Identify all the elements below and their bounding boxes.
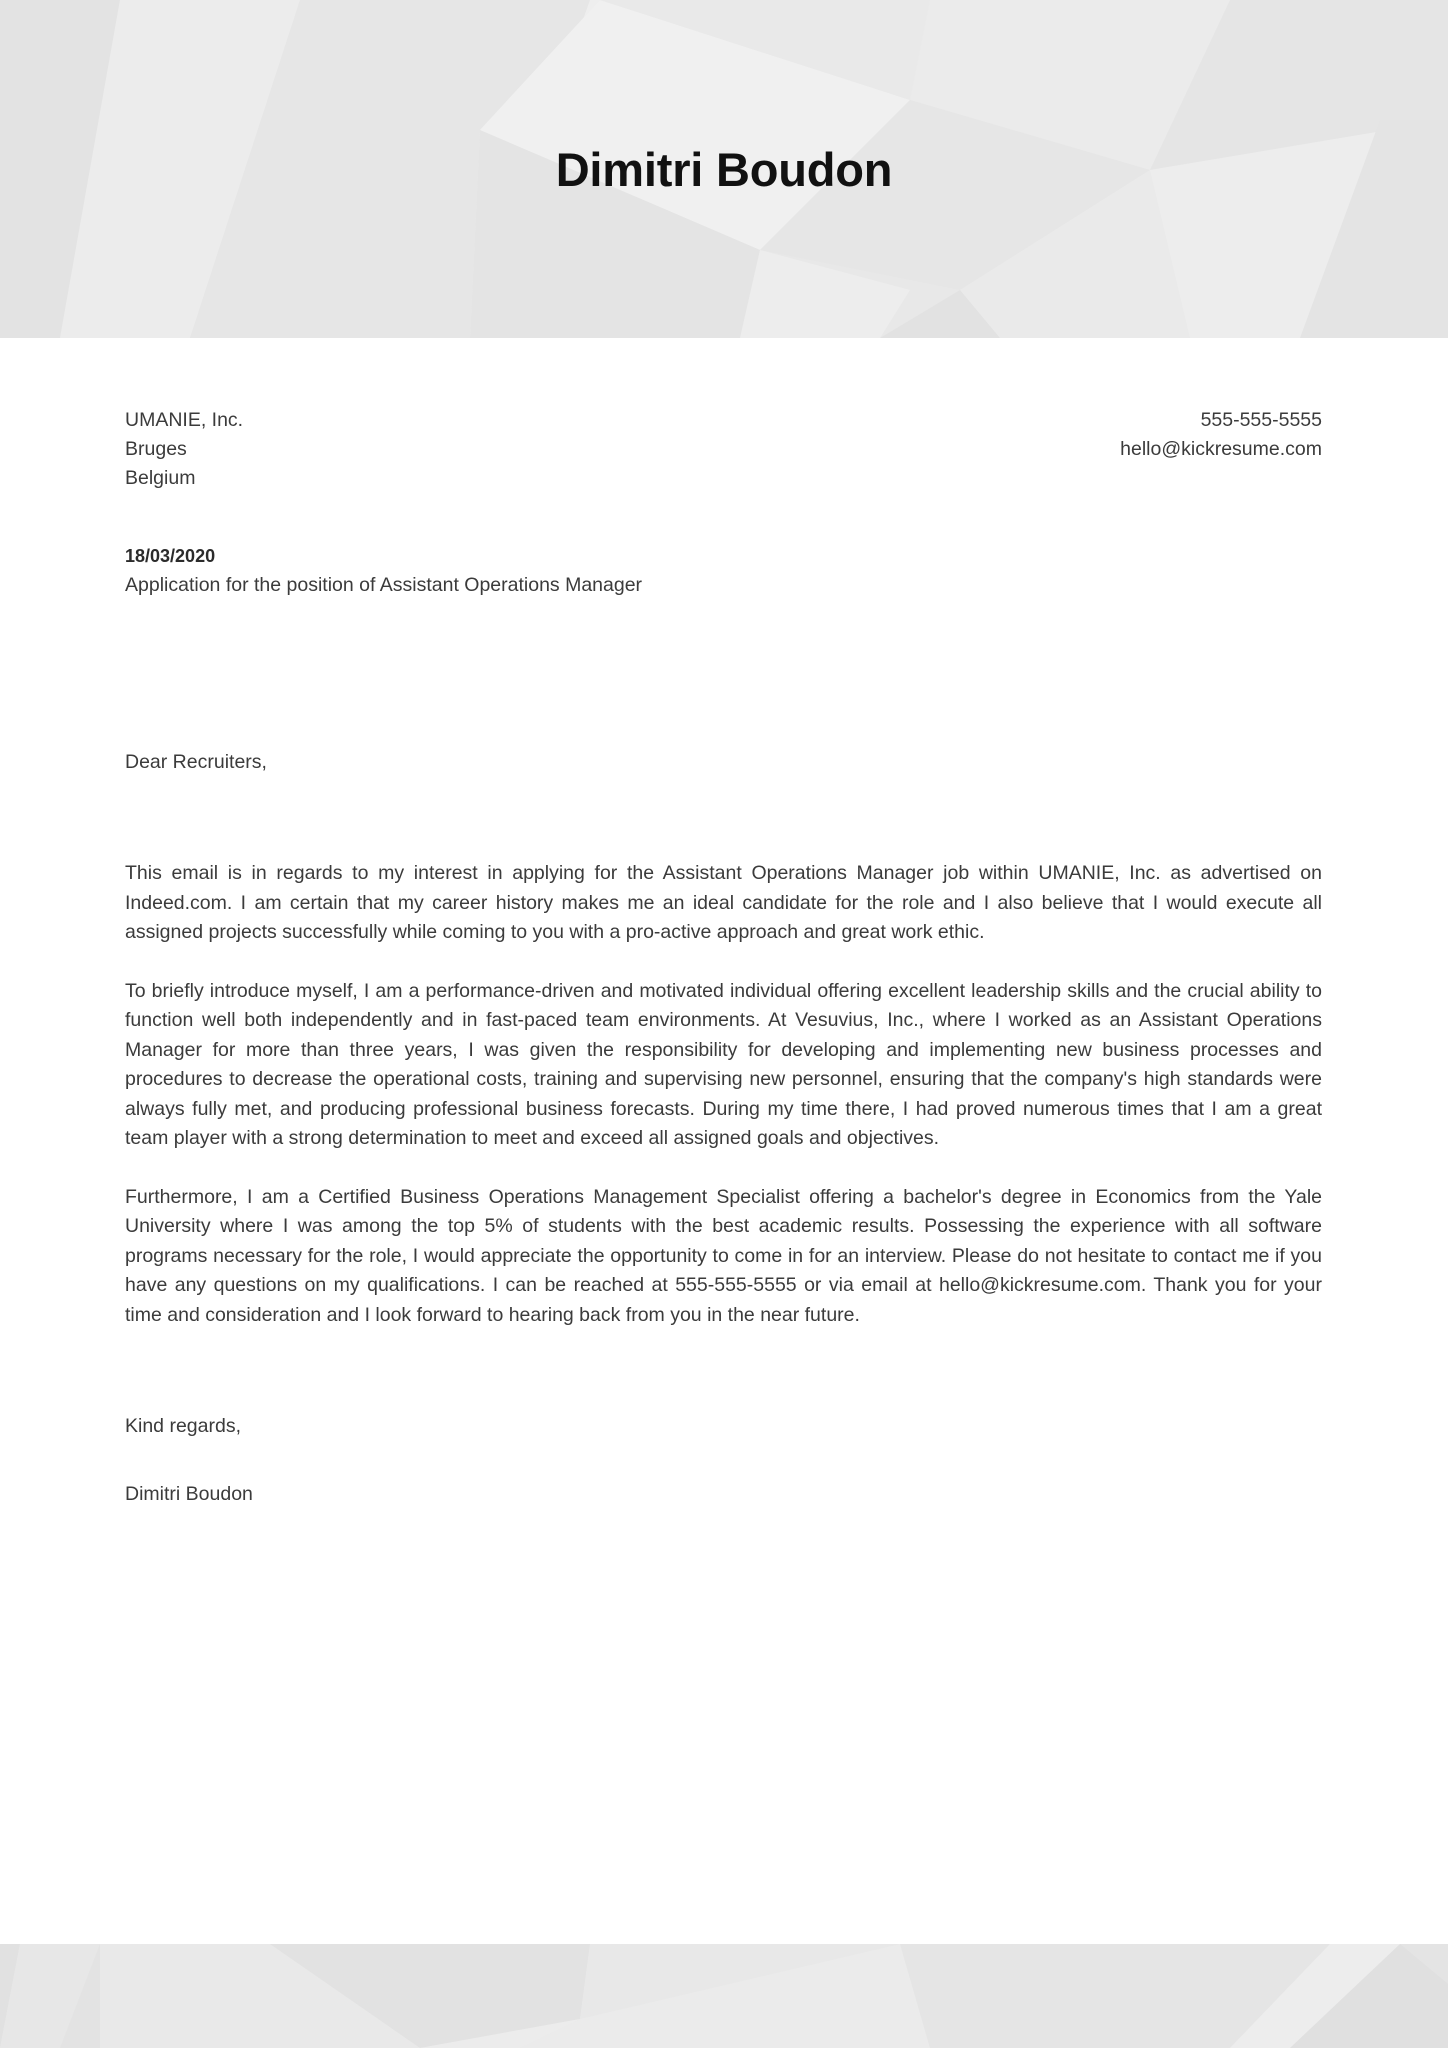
- recipient-address: [125, 406, 243, 493]
- body-paragraph-2: To briefly introduce myself, I am a performance-driven and motivated individual offering excellent leadership skills and the crucial ability to function well both independently and in fast-paced team environments. At Vesuvius, Inc., where I worked as an Assistant Operations Manager for more than three years, I was given the responsibility for developing and implementing new business processes and procedures to decrease the operational costs, training and supervising new personnel, ensuring that the company's high standards were always fully met, and producing professional business forecasts. During my time there, I had proved numerous times that I am a great team player with a strong determination to meet and exceed all assigned goals and objectives.: [125, 979, 1322, 1149]
- letter-meta: [125, 493, 1322, 600]
- recipient-company: UMANIE, Inc.: [125, 409, 244, 431]
- letter-body: [125, 777, 1322, 1330]
- page-title: Dimitri Boudon: [555, 142, 893, 196]
- recipient-country: Belgium: [125, 467, 196, 489]
- salutation: Dear Recruiters,: [125, 751, 267, 773]
- footer-polygon-pattern: [0, 1944, 1448, 2048]
- sign-off: Kind regards,: [125, 1415, 241, 1437]
- letter-subject: Application for the position of Assistant Operations Manager: [125, 574, 643, 596]
- letter-content: [125, 338, 1322, 1509]
- footer-decorative-band: [0, 1944, 1448, 2048]
- contact-phone: 555-555-5555: [1200, 409, 1322, 431]
- contact-email: hello@kickresume.com: [1120, 438, 1322, 460]
- letter-closing: [125, 1330, 1322, 1509]
- signature-name: Dimitri Boudon: [125, 1483, 253, 1505]
- address-contact-row: [125, 338, 1322, 493]
- letter-date: 18/03/2020: [125, 546, 216, 566]
- header-name-block: [0, 0, 1448, 338]
- sender-contact: [1120, 406, 1322, 464]
- body-paragraph-3: Furthermore, I am a Certified Business Operations Management Specialist offering a bachelor's degree in Economics from the Yale University where I was among the top 5% of students with the best academic results. Possessing the experience with all software programs necessary for the role, I would appreciate the opportunity to come in for an interview. Please do not hesitate to contact me if you have any questions on my qualifications. I can be reached at 555-555-5555 or via email at hello@kickresume.com. Thank you for your time and consideration and I look forward to hearing back from you in the near future.: [125, 1185, 1322, 1326]
- recipient-city: Bruges: [125, 438, 187, 460]
- body-paragraph-1: This email is in regards to my interest in applying for the Assistant Operations Manager job within UMANIE, Inc. as advertised on Indeed.com. I am certain that my career history makes me an ideal candidate for the role and I also believe that I would execute all assigned projects successfully while coming to you with a pro-active approach and great work ethic.: [125, 862, 1322, 943]
